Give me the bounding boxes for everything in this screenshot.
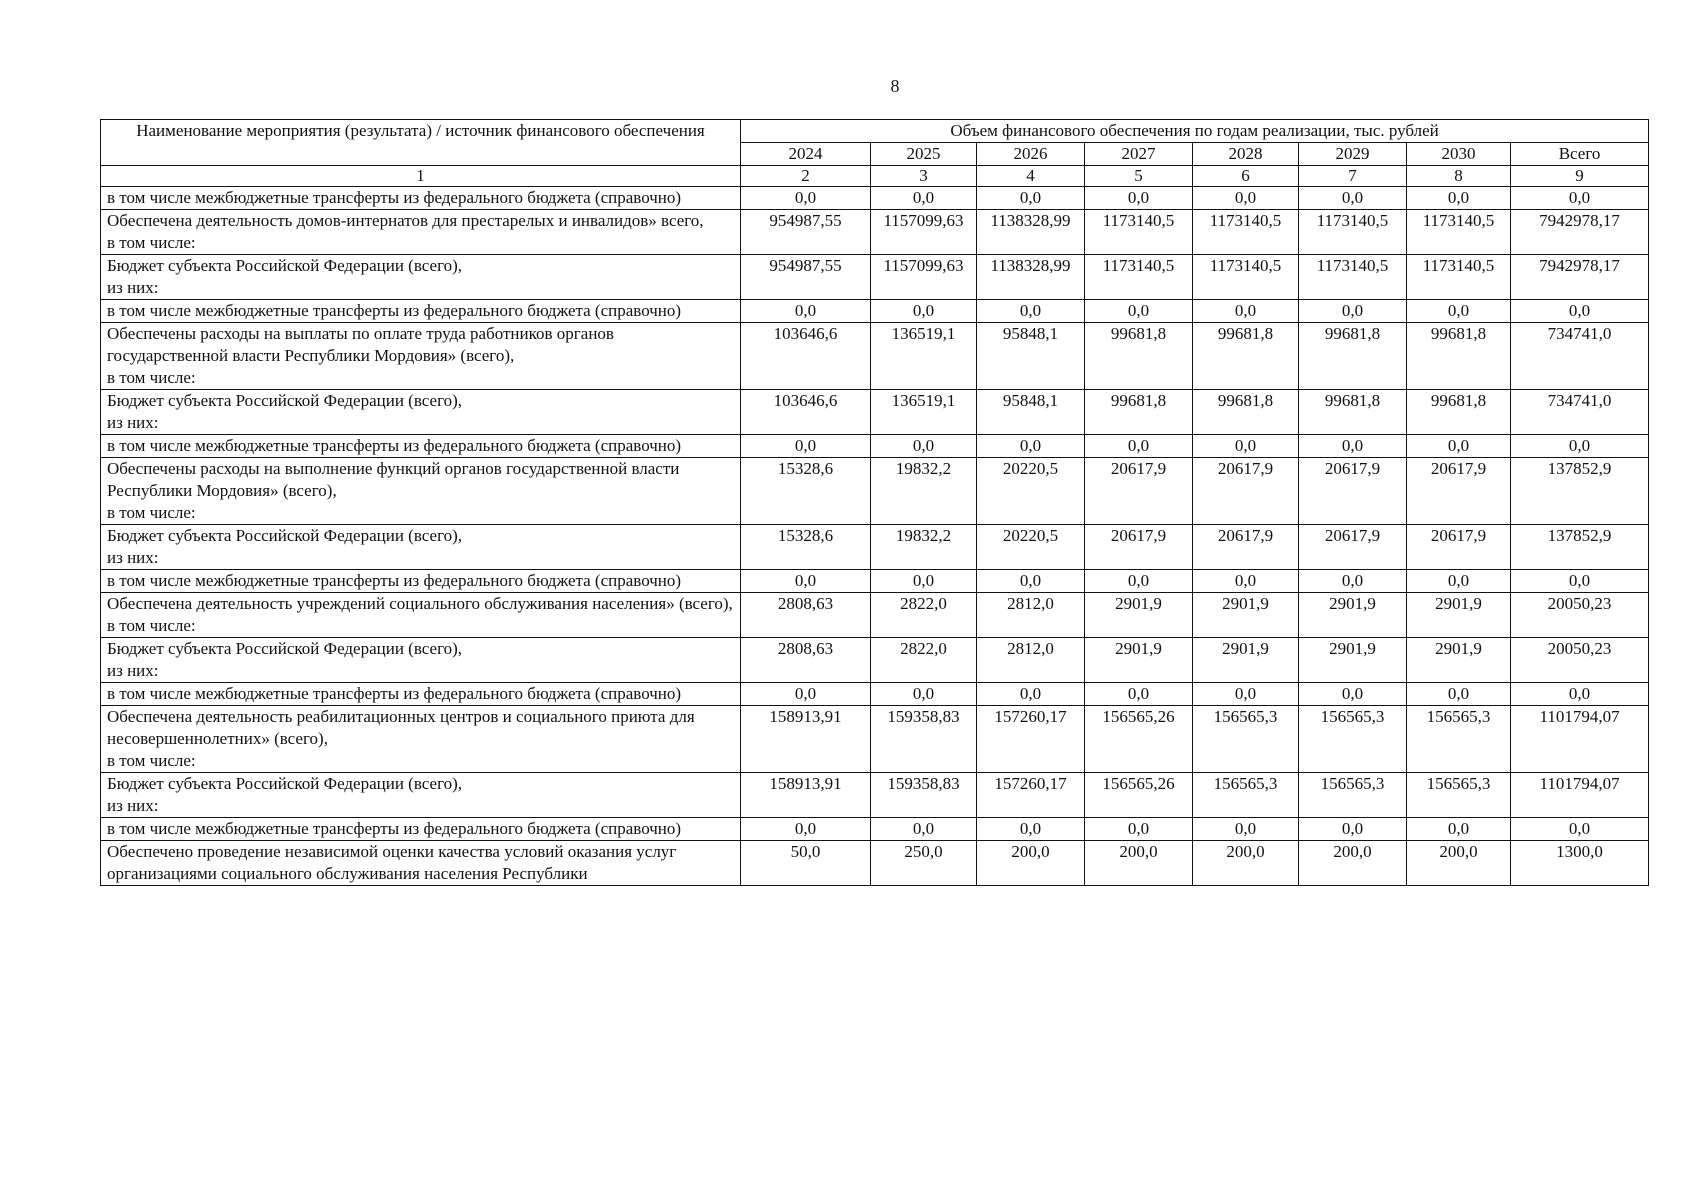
table-row — [101, 458, 1649, 525]
row-name: Бюджет субъекта Российской Федерации (всего), из них: — [101, 638, 741, 683]
row-value-cell: 19832,2 — [871, 458, 977, 525]
row-value-cell: 1157099,63 — [871, 255, 977, 300]
table-row — [101, 525, 1649, 570]
row-value-cell: 0,0 — [977, 683, 1085, 706]
row-value-cell: 2812,0 — [977, 593, 1085, 638]
row-name: Обеспечена деятельность реабилитационных центров и социального приюта для несовершеннолетних» (всего), в том числе: — [101, 706, 741, 773]
row-value-cell: 103646,6 — [741, 323, 871, 390]
row-value-cell: 0,0 — [1299, 187, 1407, 210]
row-value-cell: 99681,8 — [1299, 390, 1407, 435]
row-value-cell: 99681,8 — [1193, 323, 1299, 390]
row-value-cell: 0,0 — [871, 300, 977, 323]
row-value-cell: 2901,9 — [1407, 593, 1511, 638]
year-header: 2029 — [1299, 143, 1407, 166]
year-header: 2025 — [871, 143, 977, 166]
row-value-cell: 99681,8 — [1085, 390, 1193, 435]
row-value-cell: 0,0 — [1193, 683, 1299, 706]
row-total-cell: 7942978,17 — [1511, 255, 1649, 300]
column-number: 7 — [1299, 166, 1407, 187]
column-number-row — [101, 166, 1649, 187]
row-name: Бюджет субъекта Российской Федерации (всего), из них: — [101, 255, 741, 300]
row-value-cell: 2812,0 — [977, 638, 1085, 683]
row-value-cell: 0,0 — [871, 570, 977, 593]
row-total-cell: 137852,9 — [1511, 525, 1649, 570]
row-name: Бюджет субъекта Российской Федерации (всего), из них: — [101, 773, 741, 818]
row-name: Обеспечена деятельность учреждений социального обслуживания населения» (всего), в том числе: — [101, 593, 741, 638]
row-value-cell: 20617,9 — [1407, 458, 1511, 525]
row-value-cell: 1173140,5 — [1299, 255, 1407, 300]
row-value-cell: 0,0 — [1407, 435, 1511, 458]
row-value-cell: 0,0 — [741, 683, 871, 706]
row-value-cell: 200,0 — [1299, 841, 1407, 886]
table-row — [101, 435, 1649, 458]
row-value-cell: 0,0 — [1407, 300, 1511, 323]
row-value-cell: 0,0 — [1085, 435, 1193, 458]
row-value-cell: 157260,17 — [977, 773, 1085, 818]
row-value-cell: 0,0 — [977, 570, 1085, 593]
row-value-cell: 1138328,99 — [977, 255, 1085, 300]
row-total-cell: 0,0 — [1511, 570, 1649, 593]
row-value-cell: 0,0 — [977, 435, 1085, 458]
row-value-cell: 156565,3 — [1407, 773, 1511, 818]
column-number: 8 — [1407, 166, 1511, 187]
row-value-cell: 158913,91 — [741, 706, 871, 773]
row-value-cell: 1173140,5 — [1085, 210, 1193, 255]
table-row — [101, 593, 1649, 638]
column-number: 3 — [871, 166, 977, 187]
row-value-cell: 0,0 — [741, 300, 871, 323]
row-value-cell: 0,0 — [871, 818, 977, 841]
row-value-cell: 200,0 — [977, 841, 1085, 886]
row-value-cell: 156565,26 — [1085, 773, 1193, 818]
row-value-cell: 159358,83 — [871, 773, 977, 818]
row-name: Бюджет субъекта Российской Федерации (всего), из них: — [101, 390, 741, 435]
row-value-cell: 0,0 — [741, 570, 871, 593]
table-row — [101, 300, 1649, 323]
row-total-cell: 0,0 — [1511, 683, 1649, 706]
row-value-cell: 0,0 — [1299, 818, 1407, 841]
row-value-cell: 0,0 — [741, 435, 871, 458]
row-value-cell: 2901,9 — [1193, 593, 1299, 638]
row-total-cell: 20050,23 — [1511, 638, 1649, 683]
row-value-cell: 136519,1 — [871, 390, 977, 435]
row-value-cell: 2822,0 — [871, 638, 977, 683]
column-number: 6 — [1193, 166, 1299, 187]
row-value-cell: 1173140,5 — [1193, 255, 1299, 300]
row-value-cell: 0,0 — [1193, 187, 1299, 210]
row-value-cell: 2901,9 — [1299, 593, 1407, 638]
row-value-cell: 0,0 — [1299, 300, 1407, 323]
row-value-cell: 159358,83 — [871, 706, 977, 773]
row-total-cell: 0,0 — [1511, 300, 1649, 323]
row-value-cell: 20617,9 — [1085, 525, 1193, 570]
table-row — [101, 323, 1649, 390]
row-total-cell: 1101794,07 — [1511, 773, 1649, 818]
table-row — [101, 773, 1649, 818]
row-value-cell: 0,0 — [1193, 818, 1299, 841]
column-number: 4 — [977, 166, 1085, 187]
row-value-cell: 0,0 — [1193, 570, 1299, 593]
row-value-cell: 158913,91 — [741, 773, 871, 818]
row-value-cell: 136519,1 — [871, 323, 977, 390]
row-name: в том числе межбюджетные трансферты из федерального бюджета (справочно) — [101, 300, 741, 323]
row-value-cell: 954987,55 — [741, 255, 871, 300]
row-value-cell: 0,0 — [1085, 683, 1193, 706]
year-header: 2030 — [1407, 143, 1511, 166]
row-value-cell: 200,0 — [1407, 841, 1511, 886]
table-row — [101, 570, 1649, 593]
row-value-cell: 20617,9 — [1193, 525, 1299, 570]
row-value-cell: 19832,2 — [871, 525, 977, 570]
column-number: 2 — [741, 166, 871, 187]
row-name: Обеспечены расходы на выплаты по оплате труда работников органов государственной власти Республики Мордовия» (всего), в том числе: — [101, 323, 741, 390]
row-name: в том числе межбюджетные трансферты из федерального бюджета (справочно) — [101, 818, 741, 841]
row-value-cell: 0,0 — [1085, 570, 1193, 593]
row-value-cell: 0,0 — [977, 187, 1085, 210]
row-name: Бюджет субъекта Российской Федерации (всего), из них: — [101, 525, 741, 570]
row-name: в том числе межбюджетные трансферты из федерального бюджета (справочно) — [101, 570, 741, 593]
table-body — [101, 187, 1649, 886]
row-value-cell: 954987,55 — [741, 210, 871, 255]
row-value-cell: 95848,1 — [977, 390, 1085, 435]
total-header: Всего — [1511, 143, 1649, 166]
row-value-cell: 50,0 — [741, 841, 871, 886]
row-value-cell: 1138328,99 — [977, 210, 1085, 255]
year-header: 2026 — [977, 143, 1085, 166]
table-row — [101, 706, 1649, 773]
row-value-cell: 0,0 — [1299, 435, 1407, 458]
row-value-cell: 156565,3 — [1299, 706, 1407, 773]
row-total-cell: 20050,23 — [1511, 593, 1649, 638]
row-value-cell: 0,0 — [1407, 187, 1511, 210]
row-value-cell: 0,0 — [1085, 187, 1193, 210]
row-total-cell: 1101794,07 — [1511, 706, 1649, 773]
table-row — [101, 683, 1649, 706]
row-value-cell: 1173140,5 — [1407, 210, 1511, 255]
row-name: Обеспечено проведение независимой оценки качества условий оказания услуг организациями социального обслуживания населения Республики — [101, 841, 741, 886]
row-value-cell: 103646,6 — [741, 390, 871, 435]
row-total-cell: 7942978,17 — [1511, 210, 1649, 255]
row-value-cell: 0,0 — [1407, 683, 1511, 706]
row-value-cell: 2901,9 — [1299, 638, 1407, 683]
row-name: в том числе межбюджетные трансферты из федерального бюджета (справочно) — [101, 435, 741, 458]
table-row — [101, 638, 1649, 683]
row-value-cell: 0,0 — [1085, 818, 1193, 841]
row-value-cell: 2901,9 — [1193, 638, 1299, 683]
row-value-cell: 1173140,5 — [1299, 210, 1407, 255]
row-value-cell: 99681,8 — [1407, 390, 1511, 435]
row-value-cell: 1173140,5 — [1193, 210, 1299, 255]
row-total-cell: 137852,9 — [1511, 458, 1649, 525]
row-value-cell: 2901,9 — [1085, 593, 1193, 638]
row-total-cell: 0,0 — [1511, 187, 1649, 210]
table-row — [101, 390, 1649, 435]
row-value-cell: 1173140,5 — [1085, 255, 1193, 300]
row-value-cell: 0,0 — [1193, 435, 1299, 458]
row-value-cell: 2822,0 — [871, 593, 977, 638]
row-value-cell: 99681,8 — [1407, 323, 1511, 390]
row-value-cell: 20220,5 — [977, 525, 1085, 570]
row-value-cell: 156565,26 — [1085, 706, 1193, 773]
row-value-cell: 20617,9 — [1407, 525, 1511, 570]
page-number: 8 — [890, 76, 900, 96]
row-value-cell: 0,0 — [1299, 570, 1407, 593]
row-value-cell: 95848,1 — [977, 323, 1085, 390]
row-value-cell: 1173140,5 — [1407, 255, 1511, 300]
row-value-cell: 99681,8 — [1085, 323, 1193, 390]
row-value-cell: 2901,9 — [1407, 638, 1511, 683]
row-value-cell: 15328,6 — [741, 458, 871, 525]
row-value-cell: 156565,3 — [1193, 773, 1299, 818]
year-header: 2028 — [1193, 143, 1299, 166]
row-value-cell: 250,0 — [871, 841, 977, 886]
table-header — [101, 120, 1649, 187]
row-value-cell: 0,0 — [1407, 818, 1511, 841]
row-value-cell: 0,0 — [1193, 300, 1299, 323]
row-value-cell: 200,0 — [1193, 841, 1299, 886]
row-value-cell: 0,0 — [871, 683, 977, 706]
row-value-cell: 2808,63 — [741, 593, 871, 638]
row-value-cell: 20617,9 — [1299, 458, 1407, 525]
row-value-cell: 0,0 — [977, 300, 1085, 323]
row-value-cell: 0,0 — [977, 818, 1085, 841]
row-name: в том числе межбюджетные трансферты из федерального бюджета (справочно) — [101, 187, 741, 210]
row-value-cell: 0,0 — [741, 818, 871, 841]
row-total-cell: 734741,0 — [1511, 390, 1649, 435]
row-value-cell: 0,0 — [741, 187, 871, 210]
row-value-cell: 156565,3 — [1193, 706, 1299, 773]
year-header: 2027 — [1085, 143, 1193, 166]
row-value-cell: 0,0 — [871, 187, 977, 210]
row-value-cell: 0,0 — [1407, 570, 1511, 593]
financing-table — [100, 119, 1649, 886]
row-name: Обеспечены расходы на выполнение функций органов государственной власти Республики Мордовия» (всего), в том числе: — [101, 458, 741, 525]
row-value-cell: 15328,6 — [741, 525, 871, 570]
table-row — [101, 818, 1649, 841]
row-value-cell: 2808,63 — [741, 638, 871, 683]
row-value-cell: 1157099,63 — [871, 210, 977, 255]
column-number: 9 — [1511, 166, 1649, 187]
table-row — [101, 210, 1649, 255]
row-value-cell: 156565,3 — [1407, 706, 1511, 773]
row-value-cell: 20617,9 — [1193, 458, 1299, 525]
row-value-cell: 20617,9 — [1299, 525, 1407, 570]
row-name: в том числе межбюджетные трансферты из федерального бюджета (справочно) — [101, 683, 741, 706]
row-value-cell: 0,0 — [871, 435, 977, 458]
row-total-cell: 1300,0 — [1511, 841, 1649, 886]
row-value-cell: 156565,3 — [1299, 773, 1407, 818]
row-value-cell: 99681,8 — [1299, 323, 1407, 390]
column-number: 5 — [1085, 166, 1193, 187]
row-name: Обеспечена деятельность домов-интернатов для престарелых и инвалидов» всего, в том числе: — [101, 210, 741, 255]
table-row — [101, 255, 1649, 300]
volume-header: Объем финансового обеспечения по годам реализации, тыс. рублей — [741, 120, 1649, 143]
name-column-header: Наименование мероприятия (результата) / источник финансового обеспечения — [101, 120, 741, 166]
row-value-cell: 0,0 — [1085, 300, 1193, 323]
row-value-cell: 99681,8 — [1193, 390, 1299, 435]
row-total-cell: 734741,0 — [1511, 323, 1649, 390]
row-value-cell: 20220,5 — [977, 458, 1085, 525]
row-value-cell: 200,0 — [1085, 841, 1193, 886]
row-total-cell: 0,0 — [1511, 435, 1649, 458]
table-row — [101, 841, 1649, 886]
year-header: 2024 — [741, 143, 871, 166]
row-value-cell: 0,0 — [1299, 683, 1407, 706]
row-total-cell: 0,0 — [1511, 818, 1649, 841]
row-value-cell: 2901,9 — [1085, 638, 1193, 683]
row-value-cell: 157260,17 — [977, 706, 1085, 773]
row-value-cell: 20617,9 — [1085, 458, 1193, 525]
column-number: 1 — [101, 166, 741, 187]
table-row — [101, 187, 1649, 210]
